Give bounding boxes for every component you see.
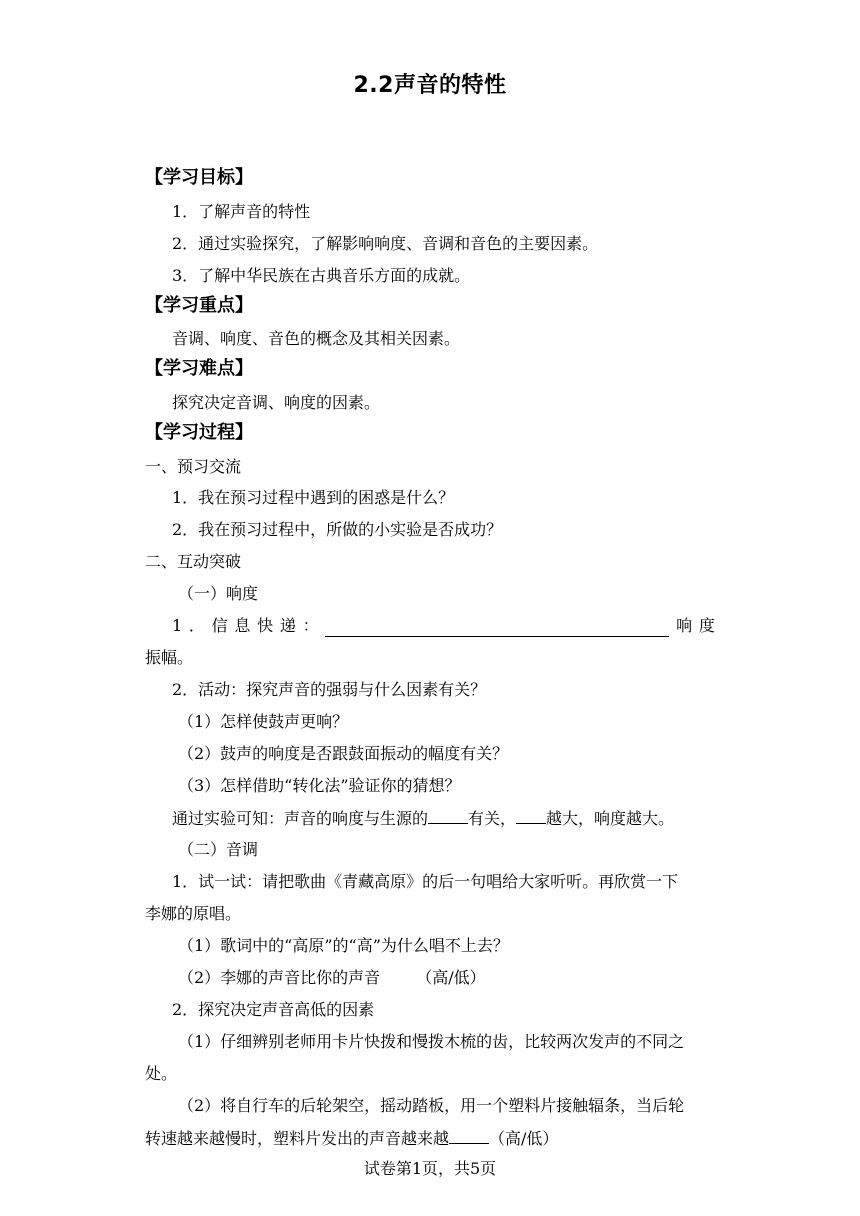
explore-item-2-text: 转速越来越慢时，塑料片发出的声音越来越 xyxy=(145,1129,450,1148)
conclusion-text-a: 通过实验可知：声音的响度与生源的 xyxy=(172,809,429,828)
info-char: 快 xyxy=(257,616,274,635)
goals-heading: 【学习目标】 xyxy=(145,167,253,188)
page-footer: 试卷第1页，共5页 xyxy=(363,1159,497,1178)
info-char: ： xyxy=(302,616,319,635)
info-char: 1 xyxy=(172,616,183,635)
info-char: 响 xyxy=(676,616,693,635)
info-express-continuation: 振幅。 xyxy=(145,648,194,667)
part1-heading: 一、预习交流 xyxy=(145,457,242,476)
conclusion-text-b: 有关， xyxy=(468,809,517,828)
info-char: 度 xyxy=(698,616,715,635)
page-title: 2.2声音的特性 xyxy=(353,73,507,98)
goal-item-1: 1．了解声音的特性 xyxy=(172,202,311,221)
loudness-subheading: （一）响度 xyxy=(178,584,259,603)
loudness-conclusion xyxy=(172,807,674,830)
try-question-2-text: （2）李娜的声音比你的声音 xyxy=(178,968,381,987)
conclusion-blank-1[interactable] xyxy=(428,807,468,824)
info-express-line xyxy=(172,615,715,637)
try-question-2-options: （高/低） xyxy=(416,968,486,987)
difficulty-heading: 【学习难点】 xyxy=(145,358,253,379)
difficulty-text: 探究决定音调、响度的因素。 xyxy=(172,393,381,412)
try-line-1: 1．试一试：请把歌曲《青藏高原》的后一句唱给大家听听。再欣赏一下 xyxy=(172,872,679,891)
explore-item-2-options: （高/低） xyxy=(489,1129,559,1148)
explore-line: 2．探究决定声音高低的因素 xyxy=(172,1000,375,1019)
process-heading: 【学习过程】 xyxy=(145,422,253,443)
part1-question-2: 2．我在预习过程中，所做的小实验是否成功？ xyxy=(172,520,503,539)
info-char: 递 xyxy=(279,616,296,635)
explore-item-1-line-1: （1）仔细辨别老师用卡片快拨和慢拨木梳的齿，比较两次发声的不同之 xyxy=(178,1032,685,1051)
conclusion-text-c: 越大，响度越大。 xyxy=(546,809,675,828)
explore-item-1-line-2: 处。 xyxy=(145,1064,178,1083)
try-question-1: （1）歌词中的“高原”的“高”为什么唱不上去？ xyxy=(178,936,509,955)
key-points-text: 音调、响度、音色的概念及其相关因素。 xyxy=(172,329,461,348)
part2-heading: 二、互动突破 xyxy=(145,552,242,571)
explore-item-2-line-1: （2）将自行车的后轮架空，摇动踏板，用一个塑料片接触辐条，当后轮 xyxy=(178,1096,685,1115)
part1-question-1: 1．我在预习过程中遇到的困惑是什么？ xyxy=(172,488,455,507)
try-question-2 xyxy=(178,967,486,989)
goal-item-3: 3．了解中华民族在古典音乐方面的成就。 xyxy=(172,266,471,285)
info-char: ． xyxy=(188,616,205,635)
info-blank[interactable] xyxy=(325,620,669,637)
explore-item-2-line-2 xyxy=(145,1127,558,1150)
activity-question-2: （2）鼓声的响度是否跟鼓面振动的幅度有关？ xyxy=(178,744,509,763)
info-char: 信 xyxy=(211,616,228,635)
key-points-heading: 【学习重点】 xyxy=(145,295,253,316)
try-line-2: 李娜的原唱。 xyxy=(145,904,242,923)
goal-item-2: 2．通过实验探究，了解影响响度、音调和音色的主要因素。 xyxy=(172,234,599,253)
pitch-subheading: （二）音调 xyxy=(178,840,259,859)
activity-question-3: （3）怎样借助“转化法”验证你的猜想？ xyxy=(178,776,461,795)
conclusion-blank-2[interactable] xyxy=(516,807,546,824)
info-char: 息 xyxy=(234,616,251,635)
explore-item-2-blank[interactable] xyxy=(449,1127,489,1144)
activity-line: 2．活动：探究声音的强弱与什么因素有关？ xyxy=(172,680,487,699)
activity-question-1: （1）怎样使鼓声更响？ xyxy=(178,712,349,731)
